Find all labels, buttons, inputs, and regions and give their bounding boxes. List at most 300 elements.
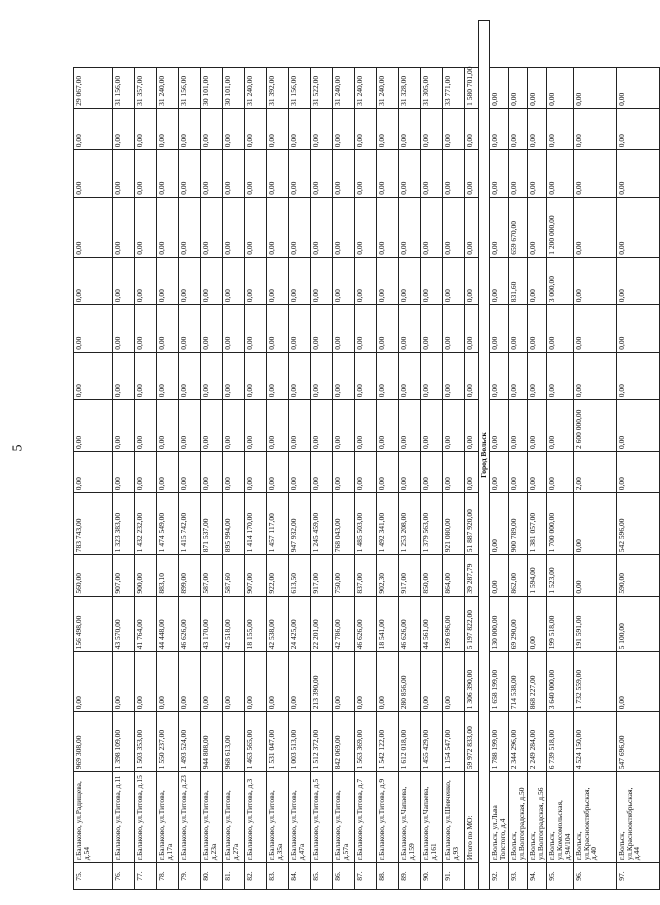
table-row: [179, 21, 201, 890]
value-cell: 0,00: [421, 257, 443, 305]
total-label: Итого по МО:: [465, 772, 479, 863]
value-cell: 0,00: [573, 305, 616, 353]
value-cell: 0,00: [490, 400, 509, 452]
value-cell: 0,00: [490, 150, 509, 198]
value-cell: 0,00: [377, 305, 399, 353]
value-cell: 0,00: [443, 108, 465, 149]
balakovo-rows: [74, 21, 465, 890]
value-cell: 0,00: [223, 108, 245, 149]
value-cell: 1 700 000,00: [547, 493, 574, 555]
table-row: [528, 21, 547, 890]
value-cell: 0,00: [573, 197, 616, 257]
value-cell: 0,00: [113, 197, 135, 257]
value-cell: 0,00: [135, 305, 157, 353]
value-cell: 31 240,00: [377, 67, 399, 108]
value-cell: 0,00: [179, 150, 201, 198]
value-cell: 6 739 518,00: [547, 712, 574, 772]
value-cell: 0,00: [74, 150, 113, 198]
table-row: [421, 21, 443, 890]
value-cell: 0,00: [157, 305, 179, 353]
row-number: 96.: [573, 863, 616, 890]
value-cell: 0,00: [616, 305, 659, 353]
value-cell: 130 000,00: [490, 596, 509, 652]
value-cell: 0,00: [245, 352, 267, 400]
value-cell: 1 485 503,00: [355, 493, 377, 555]
value-cell: 0,00: [311, 108, 333, 149]
value-cell: 0,00: [333, 400, 355, 452]
value-cell: 42 786,00: [333, 596, 355, 652]
value-cell: 0,00: [311, 197, 333, 257]
value-cell: 31 156,00: [289, 67, 311, 108]
value-cell: 0,00: [528, 257, 547, 305]
row-number: 82.: [245, 863, 267, 890]
value-cell: 0,00: [355, 400, 377, 452]
value-cell: 0,00: [443, 451, 465, 492]
value-cell: 31 240,00: [157, 67, 179, 108]
value-cell: 0,00: [377, 197, 399, 257]
value-cell: 0,00: [528, 400, 547, 452]
value-cell: 0,00: [113, 305, 135, 353]
value-cell: 0,00: [223, 305, 245, 353]
total-value-cell: 0,00: [465, 150, 479, 198]
value-cell: 0,00: [179, 305, 201, 353]
table-row: [355, 21, 377, 890]
value-cell: 921 080,00: [443, 493, 465, 555]
value-cell: 0,00: [223, 257, 245, 305]
value-cell: 0,00: [157, 451, 179, 492]
value-cell: 41 764,00: [135, 596, 157, 652]
value-cell: 31 392,00: [267, 67, 289, 108]
value-cell: 0,00: [443, 352, 465, 400]
value-cell: 0,00: [135, 108, 157, 149]
value-cell: 42 538,00: [267, 596, 289, 652]
value-cell: 922,00: [267, 555, 289, 596]
value-cell: 0,00: [399, 150, 421, 198]
value-cell: 899,00: [179, 555, 201, 596]
value-cell: 1 245 459,00: [311, 493, 333, 555]
value-cell: 0,00: [289, 451, 311, 492]
value-cell: 31 240,00: [245, 67, 267, 108]
value-cell: 0,00: [616, 108, 659, 149]
value-cell: 1 658 199,00: [490, 652, 509, 712]
value-cell: 3 640 000,00: [547, 652, 574, 712]
value-cell: 590,00: [616, 555, 659, 596]
total-row: [465, 21, 479, 890]
address-cell: г.Балаково, ул.Чапаева, д.159: [399, 772, 421, 863]
value-cell: 783 743,00: [74, 493, 113, 555]
value-cell: 1 493 524,00: [179, 712, 201, 772]
value-cell: 22 201,00: [311, 596, 333, 652]
value-cell: 0,00: [201, 257, 223, 305]
value-cell: 0,00: [113, 108, 135, 149]
value-cell: 0,00: [333, 652, 355, 712]
value-cell: 0,00: [289, 150, 311, 198]
value-cell: 0,00: [490, 555, 509, 596]
value-cell: 33 771,00: [443, 67, 465, 108]
value-cell: 2,00: [573, 451, 616, 492]
table-row: [443, 21, 465, 890]
value-cell: 44 448,00: [157, 596, 179, 652]
value-cell: 0,00: [616, 352, 659, 400]
total-value-cell: 1 580 701,00: [465, 67, 479, 108]
value-cell: 0,00: [573, 493, 616, 555]
value-cell: 0,00: [547, 150, 574, 198]
value-cell: 0,00: [616, 257, 659, 305]
value-cell: 900 789,00: [509, 493, 528, 555]
address-cell: г.Балаково, ул.Чапаева, д.161: [421, 772, 443, 863]
total-spacer: [465, 863, 479, 890]
value-cell: 0,00: [157, 257, 179, 305]
value-cell: 0,00: [377, 108, 399, 149]
value-cell: 0,00: [223, 352, 245, 400]
value-cell: 0,00: [289, 400, 311, 452]
total-value-cell: 0,00: [465, 108, 479, 149]
row-number: 88.: [377, 863, 399, 890]
table-row: [490, 21, 509, 890]
value-cell: 1 379 563,00: [421, 493, 443, 555]
row-number: 81.: [223, 863, 245, 890]
value-cell: 0,00: [377, 257, 399, 305]
value-cell: 587,60: [223, 555, 245, 596]
value-cell: 0,00: [528, 451, 547, 492]
value-cell: 0,00: [201, 108, 223, 149]
value-cell: 0,00: [311, 352, 333, 400]
total-value-cell: 5 197 822,00: [465, 596, 479, 652]
value-cell: 0,00: [245, 257, 267, 305]
value-cell: 917,00: [399, 555, 421, 596]
value-cell: 0,00: [223, 150, 245, 198]
value-cell: 0,00: [113, 451, 135, 492]
value-cell: 0,00: [377, 451, 399, 492]
value-cell: 714 538,00: [509, 652, 528, 712]
rotated-table-sheet: [73, 20, 642, 890]
value-cell: 0,00: [355, 197, 377, 257]
value-cell: 1 492 341,00: [377, 493, 399, 555]
value-cell: 1 455 429,00: [421, 712, 443, 772]
value-cell: 0,00: [528, 305, 547, 353]
value-cell: 199 518,00: [547, 596, 574, 652]
value-cell: 0,00: [333, 451, 355, 492]
total-value-cell: 0,00: [465, 352, 479, 400]
address-cell: г.Балаково, ул.Титова, д.9: [377, 772, 399, 863]
address-cell: г.Балаково, ул.Титова, д.7: [355, 772, 377, 863]
page-number: 5: [10, 444, 26, 452]
value-cell: 0,00: [201, 150, 223, 198]
row-number: 79.: [179, 863, 201, 890]
value-cell: 0,00: [245, 150, 267, 198]
value-cell: 1 154 547,00: [443, 712, 465, 772]
table-row: [399, 21, 421, 890]
total-row-group: [465, 21, 479, 890]
value-cell: 0,00: [201, 197, 223, 257]
value-cell: 1 432 232,00: [135, 493, 157, 555]
value-cell: 43 170,00: [201, 596, 223, 652]
value-cell: 0,00: [421, 150, 443, 198]
value-cell: 1 563 369,00: [355, 712, 377, 772]
value-cell: 0,00: [490, 305, 509, 353]
value-cell: 0,00: [201, 352, 223, 400]
value-cell: 0,00: [547, 352, 574, 400]
value-cell: 0,00: [311, 451, 333, 492]
row-number: 83.: [267, 863, 289, 890]
value-cell: 0,00: [113, 400, 135, 452]
value-cell: 0,00: [528, 67, 547, 108]
value-cell: 0,00: [421, 400, 443, 452]
address-cell: г.Вольск, ул.Волгоградская, д.50: [509, 772, 528, 863]
city-header-group: [479, 21, 490, 890]
value-cell: 2 344 296,00: [509, 712, 528, 772]
value-cell: 1 503 353,00: [135, 712, 157, 772]
value-cell: 0,00: [443, 150, 465, 198]
value-cell: 842 069,00: [333, 712, 355, 772]
value-cell: 42 518,00: [223, 596, 245, 652]
value-cell: 868 227,00: [528, 652, 547, 712]
value-cell: 1 474 549,00: [157, 493, 179, 555]
value-cell: 0,00: [573, 108, 616, 149]
value-cell: 0,00: [157, 150, 179, 198]
value-cell: 1 398 109,00: [113, 712, 135, 772]
value-cell: 1 788 199,00: [490, 712, 509, 772]
row-number: 93.: [509, 863, 528, 890]
value-cell: 0,00: [267, 400, 289, 452]
value-cell: 280 856,00: [399, 652, 421, 712]
value-cell: 0,00: [74, 652, 113, 712]
address-cell: г.Балаково, ул.Титова, д.17а: [157, 772, 179, 863]
value-cell: 0,00: [399, 257, 421, 305]
value-cell: 0,00: [201, 305, 223, 353]
value-cell: 0,00: [573, 257, 616, 305]
value-cell: 968 613,00: [223, 712, 245, 772]
value-cell: 0,00: [267, 257, 289, 305]
value-cell: 0,00: [333, 305, 355, 353]
value-cell: 0,00: [135, 652, 157, 712]
total-value-cell: 59 972 833,00: [465, 712, 479, 772]
value-cell: 0,00: [528, 108, 547, 149]
value-cell: 199 696,00: [443, 596, 465, 652]
value-cell: 0,00: [135, 197, 157, 257]
value-cell: 0,00: [267, 197, 289, 257]
table-row: [135, 21, 157, 890]
table-row: [311, 21, 333, 890]
value-cell: 0,00: [509, 451, 528, 492]
value-cell: 0,00: [528, 596, 547, 652]
value-cell: 0,00: [74, 400, 113, 452]
value-cell: 0,00: [547, 305, 574, 353]
value-cell: 24 425,00: [289, 596, 311, 652]
table-row: [547, 21, 574, 890]
value-cell: 0,00: [509, 400, 528, 452]
value-cell: 0,00: [333, 150, 355, 198]
value-cell: 0,00: [377, 352, 399, 400]
value-cell: 0,00: [421, 108, 443, 149]
address-cell: г.Балаково, ул.Титова, д.23а: [201, 772, 223, 863]
value-cell: 31 240,00: [333, 67, 355, 108]
value-cell: 0,00: [399, 305, 421, 353]
table-row: [157, 21, 179, 890]
value-cell: 31 328,00: [399, 67, 421, 108]
value-cell: 0,00: [223, 197, 245, 257]
value-cell: 0,00: [157, 400, 179, 452]
value-cell: 0,00: [421, 197, 443, 257]
value-cell: 156 498,00: [74, 596, 113, 652]
value-cell: 29 067,00: [74, 67, 113, 108]
value-cell: 0,00: [245, 108, 267, 149]
value-cell: 0,00: [573, 352, 616, 400]
value-cell: 900,00: [135, 555, 157, 596]
value-cell: 0,00: [201, 400, 223, 452]
value-cell: 0,00: [113, 352, 135, 400]
value-cell: 0,00: [509, 108, 528, 149]
value-cell: 0,00: [616, 67, 659, 108]
value-cell: 0,00: [355, 257, 377, 305]
total-value-cell: 1 306 390,00: [465, 652, 479, 712]
value-cell: 18 155,00: [245, 596, 267, 652]
value-cell: 0,00: [223, 451, 245, 492]
value-cell: 0,00: [355, 652, 377, 712]
value-cell: 0,00: [135, 257, 157, 305]
value-cell: 547 696,00: [616, 712, 659, 772]
row-number: 92.: [490, 863, 509, 890]
value-cell: 944 808,00: [201, 712, 223, 772]
value-cell: 0,00: [547, 400, 574, 452]
value-cell: 750,00: [333, 555, 355, 596]
value-cell: 864,00: [443, 555, 465, 596]
row-number: 91.: [443, 863, 465, 890]
value-cell: 0,00: [355, 305, 377, 353]
value-cell: 0,00: [399, 197, 421, 257]
value-cell: 1 732 559,00: [573, 652, 616, 712]
value-cell: 907,00: [113, 555, 135, 596]
value-cell: 0,00: [179, 400, 201, 452]
value-cell: 0,00: [509, 305, 528, 353]
value-cell: 0,00: [267, 305, 289, 353]
total-value-cell: 0,00: [465, 197, 479, 257]
value-cell: 0,00: [377, 400, 399, 452]
value-cell: 0,00: [509, 150, 528, 198]
value-cell: 0,00: [223, 652, 245, 712]
value-cell: 0,00: [528, 352, 547, 400]
value-cell: 0,00: [113, 652, 135, 712]
value-cell: 1 414 170,00: [245, 493, 267, 555]
total-value-cell: 0,00: [465, 257, 479, 305]
value-cell: 0,00: [616, 400, 659, 452]
value-cell: 0,00: [157, 108, 179, 149]
value-cell: 0,00: [399, 400, 421, 452]
value-cell: 0,00: [355, 108, 377, 149]
address-cell: г.Балаково, ул.Титова, д.27а: [223, 772, 245, 863]
value-cell: 560,00: [74, 555, 113, 596]
value-cell: 0,00: [289, 108, 311, 149]
value-cell: 191 591,00: [573, 596, 616, 652]
table-row: [616, 21, 659, 890]
value-cell: 0,00: [74, 451, 113, 492]
value-cell: 46 626,00: [179, 596, 201, 652]
value-cell: 0,00: [443, 257, 465, 305]
row-number: 89.: [399, 863, 421, 890]
row-number: 94.: [528, 863, 547, 890]
address-cell: г.Балаково, ул.Титова, д.5: [311, 772, 333, 863]
value-cell: 0,00: [421, 451, 443, 492]
value-cell: 1 381 057,00: [528, 493, 547, 555]
value-cell: 31 357,00: [135, 67, 157, 108]
value-cell: 0,00: [289, 305, 311, 353]
value-cell: 0,00: [528, 197, 547, 257]
value-cell: 1 612 018,00: [399, 712, 421, 772]
value-cell: 542 596,00: [616, 493, 659, 555]
value-cell: 0,00: [573, 555, 616, 596]
value-cell: 0,00: [311, 150, 333, 198]
value-cell: 18 541,00: [377, 596, 399, 652]
value-cell: 0,00: [201, 451, 223, 492]
value-cell: 0,00: [399, 108, 421, 149]
row-number: 90.: [421, 863, 443, 890]
value-cell: 1 415 742,00: [179, 493, 201, 555]
total-value-cell: 0,00: [465, 400, 479, 452]
value-cell: 0,00: [135, 400, 157, 452]
value-cell: 0,00: [74, 305, 113, 353]
row-number: 95.: [547, 863, 574, 890]
value-cell: 0,00: [616, 652, 659, 712]
value-cell: 0,00: [289, 652, 311, 712]
value-cell: 0,00: [490, 197, 509, 257]
value-cell: 31 522,00: [311, 67, 333, 108]
value-cell: 0,00: [333, 257, 355, 305]
value-cell: 0,00: [333, 197, 355, 257]
value-cell: 831,60: [509, 257, 528, 305]
value-cell: 1 550 237,00: [157, 712, 179, 772]
value-cell: 587,00: [201, 555, 223, 596]
address-cell: г.Балаково, ул.Титова, д.57а: [333, 772, 355, 863]
table-row: [245, 21, 267, 890]
value-cell: 0,00: [179, 352, 201, 400]
value-cell: 0,00: [443, 652, 465, 712]
value-cell: 0,00: [573, 150, 616, 198]
address-cell: г.Балаково, ул.Титова, д.35а: [267, 772, 289, 863]
value-cell: 0,00: [179, 197, 201, 257]
address-cell: г.Вольск, ул.Льва Толстого, д.4: [490, 772, 509, 863]
value-cell: 659 670,00: [509, 197, 528, 257]
city-header-row: [479, 21, 490, 890]
address-cell: г.Балаково, ул.Титова, д.3: [245, 772, 267, 863]
value-cell: 2 249 284,00: [528, 712, 547, 772]
volsk-rows: [490, 21, 660, 890]
value-cell: 0,00: [377, 150, 399, 198]
row-number: 76.: [113, 863, 135, 890]
value-cell: 1 594,00: [528, 555, 547, 596]
value-cell: 0,00: [179, 652, 201, 712]
value-cell: 31 240,00: [355, 67, 377, 108]
value-cell: 0,00: [267, 352, 289, 400]
value-cell: 0,00: [490, 493, 509, 555]
value-cell: 0,00: [289, 197, 311, 257]
value-cell: 0,00: [490, 257, 509, 305]
value-cell: 1 523,00: [547, 555, 574, 596]
value-cell: 1 463 565,00: [245, 712, 267, 772]
value-cell: 917,00: [311, 555, 333, 596]
value-cell: 850,00: [421, 555, 443, 596]
value-cell: 0,00: [421, 352, 443, 400]
row-number: 97.: [616, 863, 659, 890]
value-cell: 0,00: [289, 257, 311, 305]
value-cell: 0,00: [201, 652, 223, 712]
value-cell: 0,00: [399, 352, 421, 400]
value-cell: 0,00: [267, 451, 289, 492]
value-cell: 883,10: [157, 555, 179, 596]
value-cell: 43 570,00: [113, 596, 135, 652]
value-cell: 0,00: [490, 352, 509, 400]
address-cell: г.Балаково, ул.Титова, д.15: [135, 772, 157, 863]
value-cell: 0,00: [443, 305, 465, 353]
